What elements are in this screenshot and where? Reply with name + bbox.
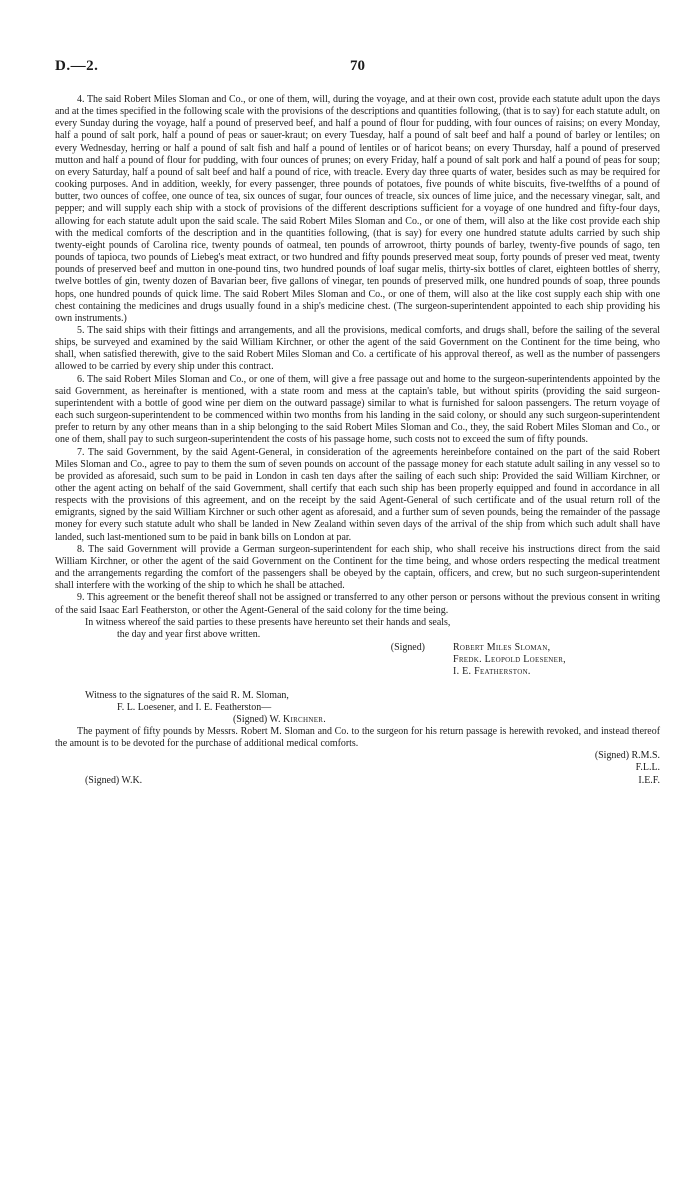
clause-8: 8. The said Government will provide a German surgeon-superintendent for each ship, who shall receive his instructions direct from the said William Kirchner, or other the agent of the said Government on the Continent for the time being, and whose orders respecting the medical treatment and the arrangements regarding the comfort of the passengers shall be obeyed by the captain, officers, and crew, but no such surgeon-superintendent shall interfere with the working of the ship to which he shall be attached. [55,543,660,592]
footnote-initials-rms: (Signed) R.M.S. [594,750,660,762]
footnote [55,726,660,787]
footnote-row-2 [55,762,660,774]
attestation-signed-name: Kirchner. [282,713,327,725]
footnote-row-3 [55,775,660,787]
document-reference: D.—2. [55,58,99,74]
clause-6: 6. The said Robert Miles Sloman and Co., or one of them, will give a free passage out and home to the surgeon-superintendents appointed by the said Government, as hereinafter is mentioned, with a state room and mess at the captain's table, but without spirits (providing the said surgeon-superintendent with a bottle of good wine per diem on the outward passage) similar to what is furnished for saloon passengers. The return voyage of each such surgeon-superintendent to be commenced within two months from his landing in the said colony, or should any such surgeon-superintendent prefer to return by any other means than in a ship belonging to the said Robert Miles Sloman and Co., they, the said Robert Miles Sloman and Co., or one of them, shall pay to such surgeon-superintendent the costs of his passage home, such costs not to exceed the sum of fifty pounds. [55,373,660,446]
attestation [55,690,660,726]
attestation-signature [55,714,660,726]
agreement-clauses [55,94,660,617]
footnote-body: The payment of fifty pounds by Messrs. Robert M. Sloman and Co. to the surgeon for his return passage is herewith revoked, and instead thereof the amount is to be devoted for the purchase of additional medical comforts. [55,725,660,750]
footnote-initials-ief: I.E.F. [638,774,660,786]
footnote-initials-fll: F.L.L. [635,762,660,774]
witness-clause-line-1: In witness whereof the said parties to these presents have hereunto set their hands and seals, [85,616,451,628]
clause-7: 7. The said Government, by the said Agent-General, in consideration of the agreements hereinbefore contained on the part of the said Robert Miles Sloman and Co., agree to pay to them the sum of seven pounds on account of the passage money for each statute adult sailing in any vessel so to be provided as aforesaid, such sum to be paid in London in cash ten days after the sailing of each such ship: Provided the said William Kirchner, or other the agent acting on behalf of the said Government, shall certify that each such ship has been properly equipped and found in accordance in all respects with the provisions of this agreement, and on the receipt by the said Agent-General of such certificate and of the usual return roll of the emigrants, signed by the said William Kirchner or such other agent as aforesaid, and a further sum of seven pounds, being the remainder of the passage money for every such statute adult who shall be landed in New Zealand within seven days of the arrival of the ship from which such adult shall have landed, such last-mentioned sum to be paid in bank bills on London at par. [55,446,660,543]
witness-clause [55,617,660,641]
signatory-loesener: Fredk. Leopold Loesener, [453,654,566,666]
footnote-row-1 [55,750,660,762]
signatory-sloman: Robert Miles Sloman, [453,642,551,654]
attestation-line-2: F. L. Loesener, and I. E. Featherston— [117,701,272,713]
signatory-names [453,642,566,678]
attestation-line-1: Witness to the signatures of the said R. M. Sloman, [85,689,289,701]
page-number: 70 [350,58,365,74]
page-header [55,58,660,80]
signature-block [55,642,660,678]
clause-5: 5. The said ships with their fittings and arrangements, and all the provisions, medical comforts, and drugs shall, before the sailing of the several ships, be surveyed and examined by the said William Kirchner, or other the agent of the said Government on the Continent for the time being, who shall, when satisfied therewith, give to the said Robert Miles Sloman and Co. a certificate of his approval thereof, as well as the number of passengers allowed to be carried by every ship under this contract. [55,324,660,373]
witness-clause-line-2: the day and year first above written. [117,628,261,640]
clause-9: 9. This agreement or the benefit thereof shall not be assigned or transferred to any other person or persons without the previous consent in writing of the said Isaac Earl Featherston, or other the Agent-General of the said colony for the time being. [55,592,660,616]
attestation-signed-prefix: (Signed) W. [233,713,281,725]
signatory-featherston: I. E. Featherston. [453,666,531,678]
signed-label: (Signed) [390,642,425,654]
footnote-initials-wk: (Signed) W.K. [85,774,143,786]
clause-4: 4. The said Robert Miles Sloman and Co., or one of them, will, during the voyage, and at their own cost, provide each statute adult upon the days and at the times specified in the following scale with the provisions of the descriptions and quantities following, (that is to say) for each statute adult, on every Sunday during the voyage, half a pound of preserved beef, and half a pound of flour for pudding, with four ounces of raisins; on every Monday, half a pound of salt pork, half a pound of peas or sauer-kraut; on every Tuesday, half a pound of salt beef and half a pound of barley or lentiles; on every Wednesday, herring or half a pound of salt fish and half a pound of lentiles or of haricot beans; on every Thursday, half a pound of preserved mutton and half a pound of flour for pudding, with four ounces of prunes; on every Friday, half a pound of salt pork and half a pound of peas for soup; on every Saturday, half a pound of salt beef and half a pound of rice, with treacle. Every day three quarts of water, besides such as may be required for cooking purposes. And in addition, weekly, for every passenger, three pounds of potatoes, five pounds of white biscuits, five-twelfths of a pound of butter, two ounces of coffee, one ounce of tea, six ounces of sugar, four ounces of treacle, six ounces of lime juice, and the necessary vinegar, salt, and pepper; and will supply each ship with a stock of provisions of the different descriptions sufficient for a voyage of one hundred and fifty-four days, allowing for each statute adult upon the said scale. The said Robert Miles Sloman and Co., or one of them, will also at the like cost provide each ship with the medical comforts of the description and in the quantities following, (that is say) for every one hundred statute adults carried by such ship twenty-eight pounds of Carolina rice, twenty pounds of oatmeal, ten pounds of arrowroot, thirty pounds of barley, twenty-five pounds of sago, ten pounds of tapioca, two pounds of Liebeg's meat extract, or two hundred and fifty pounds preserved meat soup, forty pounds of preser ved meat, twenty pounds of preserved beef and mutton in one-pound tins, two hundred pounds of loaf sugar melis, thirty-six bottles of claret, eighteen bottles of sherry, twelve bottles of gin, twenty dozen of Bavarian beer, five gallons of vinegar, ten pounds of preserved milk, one hundred pounds of soap, three pounds hops, one hundred pounds of quick lime. The said Robert Miles Sloman and Co., or one of them, will also at the like cost supply each ship with one chest containing the medicines and drugs usually found in a ship's medicine chest. (The surgeon-superintendent appointed to each ship providing his own instruments.) [55,94,660,324]
